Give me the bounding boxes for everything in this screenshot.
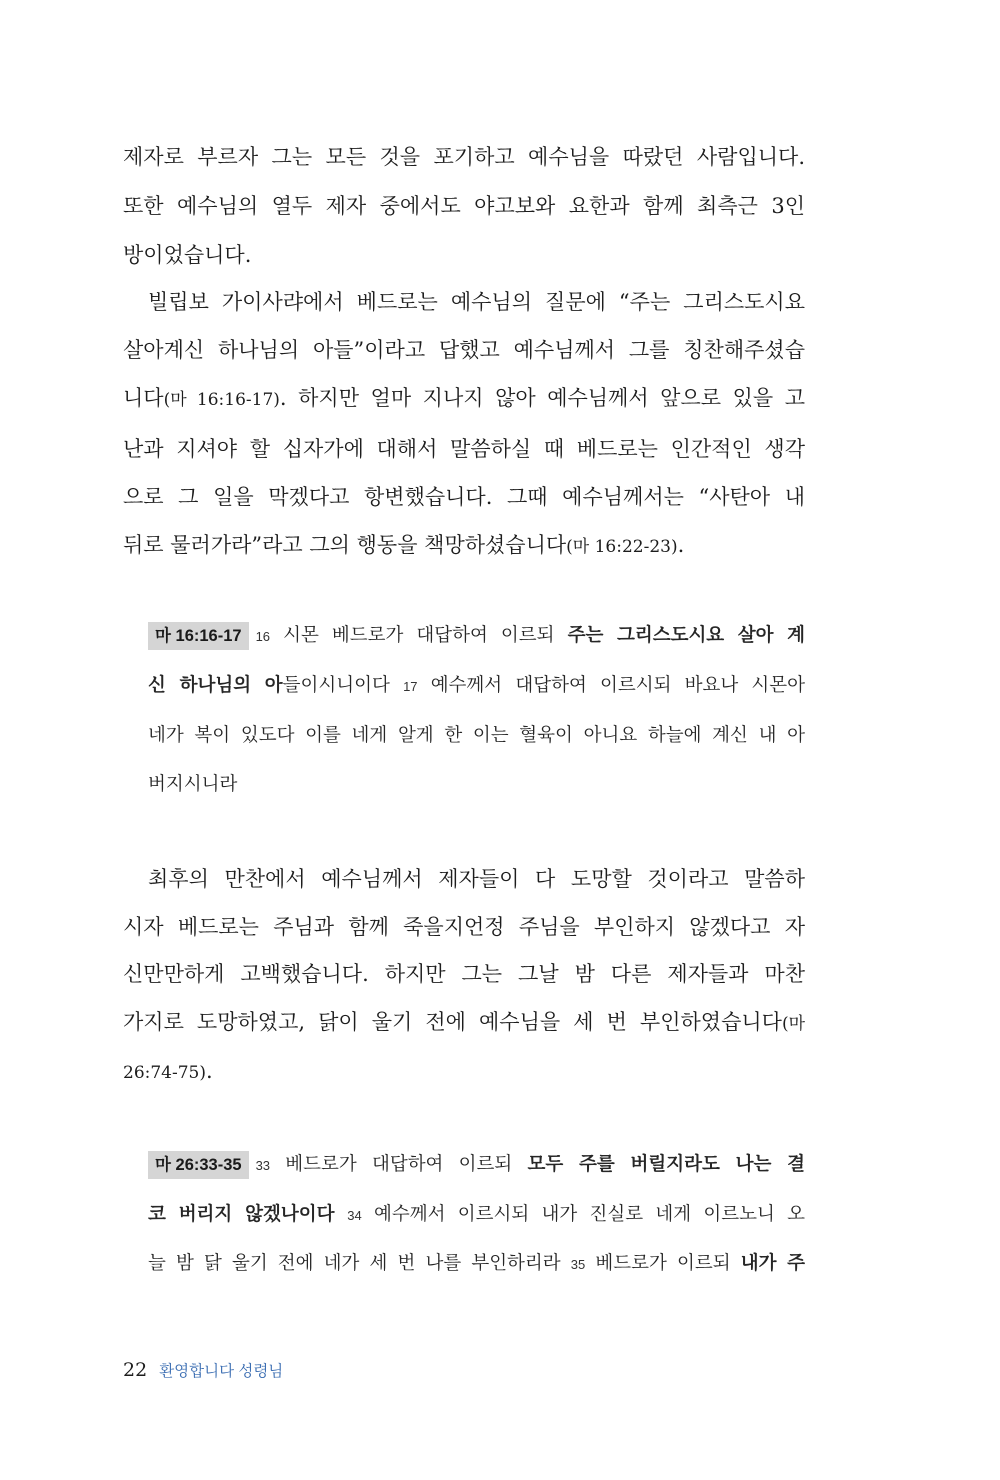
page-footer xyxy=(123,1356,283,1384)
text-line xyxy=(148,711,805,760)
text-line xyxy=(123,999,805,1049)
text-segment: 최후의 만찬에서 예수님께서 제자들이 다 도망할 것이라고 말씀하 xyxy=(148,867,805,891)
text-segment: 제자로 부르자 그는 모든 것을 포기하고 예수님을 따랐던 사람입니다. xyxy=(123,145,805,169)
text-line xyxy=(123,374,805,424)
text-segment: 살아계신 하나님의 아들”이라고 답했고 예수님께서 그를 칭찬해주셨습 xyxy=(123,338,805,363)
text-segment: . xyxy=(677,533,685,558)
text-segment: 시몬 베드로가 대답하여 이르되 xyxy=(270,625,568,646)
text-line xyxy=(123,951,805,999)
scripture-quote xyxy=(148,611,805,809)
text-segment: 예수께서 대답하여 이르시되 바요나 시몬아 xyxy=(417,675,806,696)
inline-reference: (마 xyxy=(781,1013,805,1034)
bold-text: 코 버리지 않겠나이다 xyxy=(148,1203,348,1225)
text-segment: 시자 베드로는 주님과 함께 죽을지언정 주님을 부인하지 않겠다고 자 xyxy=(123,914,805,939)
bold-text: 신 하나님의 아 xyxy=(148,675,283,696)
text-segment: 베드로가 대답하여 이르되 xyxy=(270,1154,528,1175)
verse-number: 17 xyxy=(403,679,418,694)
body-paragraph xyxy=(123,133,805,280)
scripture-reference-label: 마 16:16-17 xyxy=(148,622,249,650)
text-segment: 으로 그 일을 막겠다고 항변했습니다. 그때 예수님께서는 “사탄아 내 xyxy=(123,484,805,509)
text-line xyxy=(123,182,805,231)
text-segment: 늘 밤 닭 울기 전에 네가 세 번 나를 부인하리라 xyxy=(148,1253,571,1274)
text-line xyxy=(123,856,805,904)
running-book-title: 환영합니다 성령님 xyxy=(159,1363,284,1380)
text-line xyxy=(123,521,805,571)
text-line xyxy=(123,904,805,952)
text-line xyxy=(123,473,805,521)
bold-text: 주는 그리스도시요 살아 계 xyxy=(567,625,806,646)
text-segment: . 하지만 얼마 지나지 않아 예수님께서 앞으로 있을 고 xyxy=(279,386,805,411)
inline-reference: 26:74-75) xyxy=(123,1063,206,1083)
bold-text: 모두 주를 버릴지라도 나는 결 xyxy=(527,1154,805,1175)
text-segment: 또한 예수님의 열두 제자 중에서도 야고보와 요한과 함께 최측근 3인 xyxy=(123,194,805,218)
text-segment: 빌립보 가이사랴에서 베드로는 예수님의 질문에 “주는 그리스도시요 xyxy=(148,290,805,314)
inline-reference: (마 16:16-17) xyxy=(163,390,280,411)
verse-number: 34 xyxy=(347,1207,362,1223)
text-segment: 가지로 도망하였고, 닭이 울기 전에 예수님을 세 번 부인하였습니다 xyxy=(123,1009,782,1034)
text-line xyxy=(148,1141,805,1191)
text-line xyxy=(123,425,805,473)
text-segment: . xyxy=(206,1059,213,1083)
text-segment: 니다 xyxy=(123,386,164,411)
verse-number: 33 xyxy=(255,1158,271,1173)
verse-number: 35 xyxy=(570,1257,586,1272)
text-line xyxy=(123,326,805,374)
verse-number: 16 xyxy=(255,629,271,644)
text-line xyxy=(123,278,805,326)
text-line xyxy=(148,1191,805,1241)
text-segment: 들이시니이다 xyxy=(282,675,404,696)
text-line xyxy=(123,1048,805,1098)
text-segment: 방이었습니다. xyxy=(123,243,252,267)
body-paragraph xyxy=(123,856,805,1098)
text-segment: 난과 지셔야 할 십자가에 대해서 말씀하실 때 베드로는 인간적인 생각 xyxy=(123,436,805,461)
text-segment: 네가 복이 있도다 이를 네게 알게 한 이는 혈육이 아니요 하늘에 계신 내 아 xyxy=(148,725,805,746)
scripture-reference-label: 마 26:33-35 xyxy=(148,1151,249,1179)
page-number: 22 xyxy=(123,1359,148,1381)
text-segment: 뒤로 물러가라”라고 그의 행동을 책망하셨습니다 xyxy=(123,533,567,558)
text-line xyxy=(148,760,805,809)
scripture-quote xyxy=(148,1141,805,1290)
text-segment: 버지시니라 xyxy=(148,774,238,795)
text-line xyxy=(123,133,805,182)
text-segment: 예수께서 이르시되 내가 진실로 네게 이르노니 오 xyxy=(361,1203,805,1225)
text-segment: 베드로가 이르되 xyxy=(585,1253,741,1274)
text-line xyxy=(148,661,805,711)
text-line xyxy=(123,231,805,280)
bold-text: 내가 주 xyxy=(740,1253,805,1274)
inline-reference: (마 16:22-23) xyxy=(566,537,678,558)
text-line xyxy=(148,1240,805,1290)
body-paragraph xyxy=(123,278,805,571)
text-segment: 신만만하게 고백했습니다. 하지만 그는 그날 밤 다른 제자들과 마찬 xyxy=(123,962,805,986)
text-line xyxy=(148,611,805,661)
